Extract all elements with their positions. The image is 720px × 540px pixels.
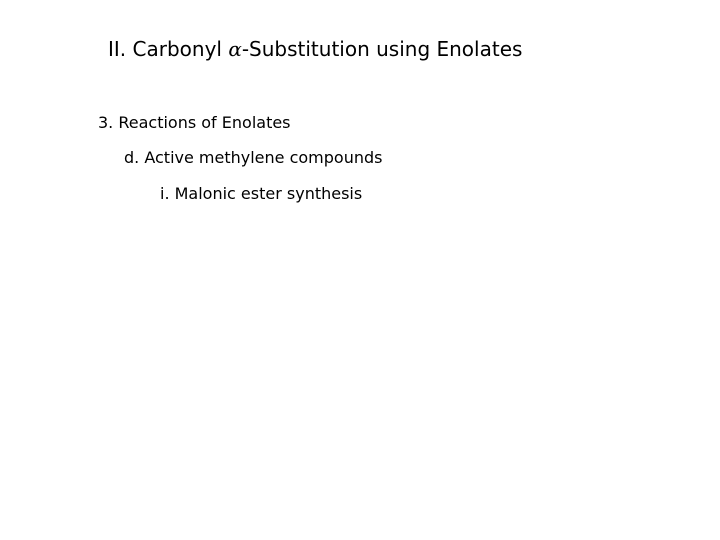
title-suffix: -Substitution using Enolates [241,37,523,61]
outline-item-level-3: i. Malonic ester synthesis [160,184,363,203]
outline-item-level-1: 3. Reactions of Enolates [98,113,291,132]
outline-item-level-2: d. Active methylene compounds [124,148,383,167]
title-prefix: II. Carbonyl [108,37,229,61]
slide-title [108,36,522,62]
alpha-symbol: α [228,37,242,61]
